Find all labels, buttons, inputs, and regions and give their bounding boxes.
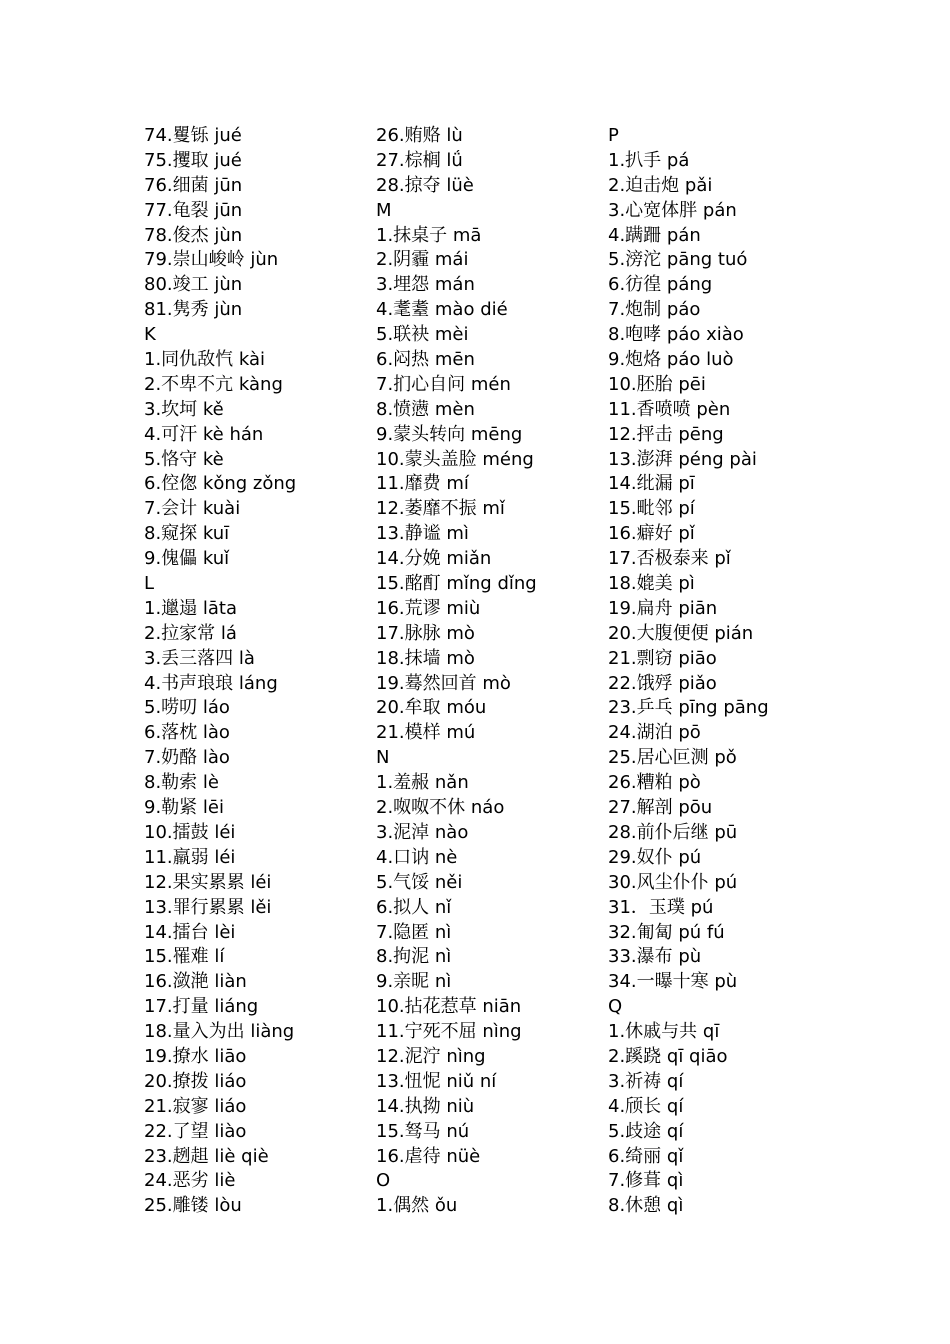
vocab-entry: 3.心宽体胖 pán bbox=[608, 199, 737, 221]
vocab-entry: 10.蒙头盖脸 méng bbox=[376, 448, 534, 470]
vocab-entry: 76.细菌 jūn bbox=[144, 174, 243, 196]
vocab-entry: 11.宁死不屈 nìng bbox=[376, 1021, 522, 1043]
vocab-entry: 1.休戚与共 qī bbox=[608, 1021, 720, 1043]
vocab-entry: 6.落枕 lào bbox=[144, 722, 230, 744]
vocab-entry: 17.否极泰来 pǐ bbox=[608, 548, 731, 570]
vocab-entry: 12.萎靡不振 mǐ bbox=[376, 498, 505, 520]
vocab-entry: 2.拉家常 lá bbox=[144, 622, 237, 644]
vocab-entry: 7.修葺 qì bbox=[608, 1170, 684, 1192]
vocab-entry: 10.胚胎 pēi bbox=[608, 373, 706, 395]
vocab-entry: 13.忸怩 niǔ ní bbox=[376, 1070, 497, 1092]
vocab-entry: 12.抨击 pēng bbox=[608, 423, 724, 445]
vocab-entry: 8.休憩 qì bbox=[608, 1195, 684, 1217]
vocab-entry: 23.趔趄 liè qiè bbox=[144, 1145, 269, 1167]
vocab-entry: 16.虐待 nüè bbox=[376, 1145, 481, 1167]
vocab-entry: 10.拈花惹草 niān bbox=[376, 996, 522, 1018]
vocab-entry: 6.闷热 mēn bbox=[376, 349, 475, 371]
vocab-entry: 8.拘泥 nì bbox=[376, 946, 452, 968]
vocab-entry: 78.俊杰 jùn bbox=[144, 224, 243, 246]
vocab-entry: 12.泥泞 nìng bbox=[376, 1045, 486, 1067]
vocab-entry: 15.毗邻 pí bbox=[608, 498, 695, 520]
vocab-entry: 5.联袂 mèi bbox=[376, 324, 469, 346]
vocab-entry: 10.擂鼓 léi bbox=[144, 821, 236, 843]
vocab-entry: 33.瀑布 pù bbox=[608, 946, 702, 968]
vocab-entry: 16.荒谬 miù bbox=[376, 597, 481, 619]
vocab-entry: 4.口讷 nè bbox=[376, 846, 458, 868]
vocab-entry: 20.牟取 móu bbox=[376, 697, 487, 719]
vocab-entry: 26.贿赂 lù bbox=[376, 125, 463, 146]
vocab-entry: 22.饿殍 piǎo bbox=[608, 672, 717, 694]
vocab-entry: 5.唠叨 láo bbox=[144, 697, 230, 719]
vocab-entry: 3.埋怨 mán bbox=[376, 274, 475, 296]
vocab-entry: 7.炮制 páo bbox=[608, 299, 701, 321]
vocab-entry: 14.执拗 niù bbox=[376, 1095, 475, 1117]
vocab-entry: 14.擂台 lèi bbox=[144, 921, 236, 943]
vocab-entry: 11.靡费 mí bbox=[376, 473, 469, 495]
vocab-entry: 9.勒紧 lēi bbox=[144, 797, 224, 819]
vocab-entry: 24.湖泊 pō bbox=[608, 722, 701, 744]
vocab-entry: 4.耄耋 mào dié bbox=[376, 299, 508, 321]
column-3 bbox=[608, 124, 836, 1219]
vocab-entry: 1.邋遢 lāta bbox=[144, 597, 238, 619]
vocab-entry: 14.分娩 miǎn bbox=[376, 548, 492, 570]
vocab-entry: 4.蹒跚 pán bbox=[608, 224, 701, 246]
vocab-entry: 7.奶酪 lào bbox=[144, 747, 230, 769]
vocab-entry: 18.媲美 pì bbox=[608, 573, 695, 595]
vocab-entry: 6.倥偬 kǒng zǒng bbox=[144, 473, 297, 495]
vocab-entry: 15.驽马 nú bbox=[376, 1120, 470, 1142]
vocab-entry: 25.居心叵测 pǒ bbox=[608, 747, 737, 769]
vocab-entry: 4.颀长 qí bbox=[608, 1095, 684, 1117]
vocab-entry: 6.绮丽 qǐ bbox=[608, 1145, 684, 1167]
vocab-entry: 74.矍铄 jué bbox=[144, 125, 242, 146]
vocab-entry: 7.扪心自问 mén bbox=[376, 373, 511, 395]
vocab-entry: 16.癖好 pǐ bbox=[608, 523, 695, 545]
vocab-entry: 28.掠夺 lüè bbox=[376, 174, 474, 196]
section-letter-heading: Q bbox=[608, 996, 623, 1018]
vocab-entry: 6.彷徨 páng bbox=[608, 274, 713, 296]
vocab-entry: 31．玉璞 pú bbox=[608, 896, 714, 918]
vocab-entry: 9.炮烙 páo luò bbox=[608, 349, 734, 371]
vocab-entry: 18.量入为出 liàng bbox=[144, 1021, 295, 1043]
vocab-entry: 3.丢三落四 là bbox=[144, 647, 255, 669]
vocab-entry: 2.呶呶不休 náo bbox=[376, 797, 505, 819]
vocab-entry: 23.乒乓 pīng pāng bbox=[608, 697, 769, 719]
section-letter-heading: O bbox=[376, 1170, 391, 1192]
vocab-entry: 2.蹊跷 qī qiāo bbox=[608, 1045, 728, 1067]
vocab-entry: 20.撩拨 liáo bbox=[144, 1070, 247, 1092]
vocab-entry: 27.棕榈 lǘ bbox=[376, 149, 463, 171]
section-letter-heading: P bbox=[608, 125, 619, 146]
vocab-entry: 21.模样 mú bbox=[376, 722, 476, 744]
vocab-entry: 5.歧途 qí bbox=[608, 1120, 684, 1142]
vocab-entry: 5.恪守 kè bbox=[144, 448, 224, 470]
vocab-entry: 9.蒙头转向 mēng bbox=[376, 423, 523, 445]
vocab-entry: 18.抹墙 mò bbox=[376, 647, 475, 669]
vocab-entry: 80.竣工 jùn bbox=[144, 274, 243, 296]
vocab-entry: 14.纰漏 pī bbox=[608, 473, 695, 495]
vocab-entry: 7.会计 kuài bbox=[144, 498, 241, 520]
vocab-entry: 2.迫击炮 pǎi bbox=[608, 174, 713, 196]
vocab-entry: 77.龟裂 jūn bbox=[144, 199, 243, 221]
vocab-entry: 4.可汗 kè hán bbox=[144, 423, 264, 445]
vocab-entry: 15.罹难 lí bbox=[144, 946, 225, 968]
vocab-entry: 11.羸弱 léi bbox=[144, 846, 236, 868]
vocab-entry: 8.勒索 lè bbox=[144, 772, 219, 794]
vocab-entry: 16.潋滟 liàn bbox=[144, 971, 247, 993]
vocab-entry: 17.脉脉 mò bbox=[376, 622, 475, 644]
vocab-entry: 1.羞赧 nǎn bbox=[376, 772, 469, 794]
vocab-entry: 3.泥淖 nào bbox=[376, 821, 469, 843]
vocab-entry: 21.剽窃 piāo bbox=[608, 647, 717, 669]
section-letter-heading: M bbox=[376, 199, 392, 221]
vocab-entry: 5.气馁 něi bbox=[376, 871, 463, 893]
vocab-entry: 8.愤懑 mèn bbox=[376, 398, 475, 420]
section-letter-heading: K bbox=[144, 324, 156, 346]
vocab-entry: 9.亲昵 nì bbox=[376, 971, 452, 993]
vocab-entry: 19.蓦然回首 mò bbox=[376, 672, 511, 694]
vocab-entry: 30.风尘仆仆 pú bbox=[608, 871, 738, 893]
vocab-entry: 3.坎坷 kě bbox=[144, 398, 224, 420]
vocab-entry: 28.前仆后继 pū bbox=[608, 821, 738, 843]
vocab-entry: 79.崇山峻岭 jùn bbox=[144, 249, 279, 271]
vocab-entry: 1.同仇敌忾 kài bbox=[144, 349, 266, 371]
vocab-entry: 22.了望 liào bbox=[144, 1120, 247, 1142]
section-letter-heading: N bbox=[376, 747, 390, 769]
vocab-entry: 26.糟粕 pò bbox=[608, 772, 701, 794]
vocab-entry: 11.香喷喷 pèn bbox=[608, 398, 731, 420]
column-1 bbox=[144, 124, 372, 1219]
vocab-entry: 1.抹桌子 mā bbox=[376, 224, 482, 246]
vocab-entry: 13.静谧 mì bbox=[376, 523, 469, 545]
vocab-entry: 19.扁舟 piān bbox=[608, 597, 718, 619]
column-2 bbox=[376, 124, 604, 1219]
vocab-entry: 24.恶劣 liè bbox=[144, 1170, 236, 1192]
vocab-entry: 13.澎湃 péng pài bbox=[608, 448, 757, 470]
vocab-entry: 6.拟人 nǐ bbox=[376, 896, 452, 918]
vocab-entry: 32.匍匐 pú fú bbox=[608, 921, 725, 943]
vocab-entry: 2.不卑不亢 kàng bbox=[144, 373, 283, 395]
vocab-entry: 17.打量 liáng bbox=[144, 996, 259, 1018]
vocab-entry: 5.滂沱 pāng tuó bbox=[608, 249, 748, 271]
vocab-entry: 1.偶然 ǒu bbox=[376, 1195, 458, 1217]
vocab-entry: 3.祈祷 qí bbox=[608, 1070, 684, 1092]
vocab-entry: 1.扒手 pá bbox=[608, 149, 690, 171]
vocab-entry: 8.窥探 kuī bbox=[144, 523, 230, 545]
vocab-entry: 27.解剖 pōu bbox=[608, 797, 713, 819]
vocab-entry: 81.隽秀 jùn bbox=[144, 299, 243, 321]
vocab-entry: 4.书声琅琅 láng bbox=[144, 672, 278, 694]
section-letter-heading: L bbox=[144, 573, 155, 595]
vocab-entry: 12.果实累累 léi bbox=[144, 871, 272, 893]
vocab-entry: 8.咆哮 páo xiào bbox=[608, 324, 744, 346]
vocab-entry: 75.攫取 jué bbox=[144, 149, 242, 171]
vocab-entry: 25.雕镂 lòu bbox=[144, 1195, 242, 1217]
vocab-entry: 21.寂寥 liáo bbox=[144, 1095, 247, 1117]
vocab-entry: 34.一曝十寒 pù bbox=[608, 971, 738, 993]
vocab-entry: 2.阴霾 mái bbox=[376, 249, 469, 271]
vocab-entry: 9.傀儡 kuǐ bbox=[144, 548, 230, 570]
vocab-entry: 13.罪行累累 lěi bbox=[144, 896, 272, 918]
vocab-entry: 15.酩酊 mǐng dǐng bbox=[376, 573, 537, 595]
vocab-entry: 29.奴仆 pú bbox=[608, 846, 702, 868]
vocab-entry: 20.大腹便便 pián bbox=[608, 622, 754, 644]
vocab-entry: 7.隐匿 nì bbox=[376, 921, 452, 943]
vocab-entry: 19.撩水 liāo bbox=[144, 1045, 247, 1067]
